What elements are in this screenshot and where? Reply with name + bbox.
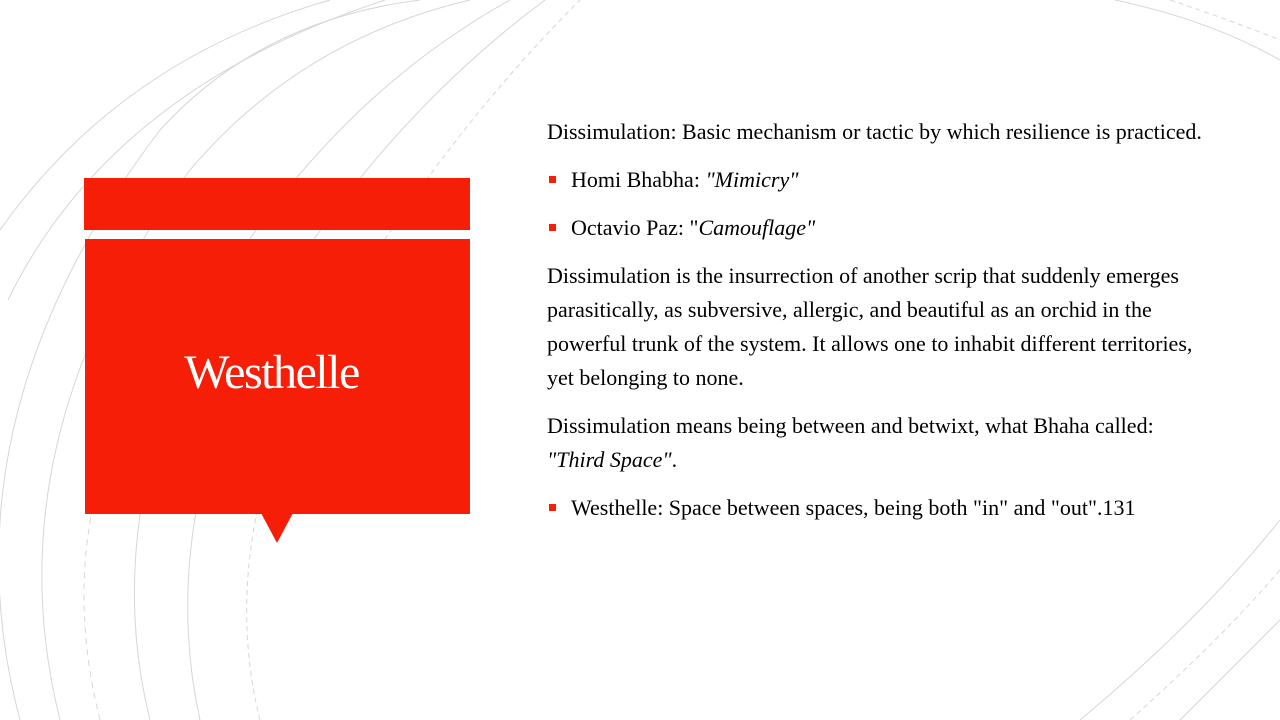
slide-title: Westhelle: [184, 346, 359, 399]
bullet-emphasis: "Mimicry": [705, 167, 799, 192]
bullet-text: Westhelle: Space between spaces, being both "in" and "out".131: [571, 495, 1136, 520]
bullet-item: [547, 211, 1207, 245]
square-bullet-icon: [549, 224, 556, 231]
body-paragraph: Dissimulation is the insurrection of another scrip that suddenly emerges parasitically, as subversive, allergic, and beautiful as an orchid in the powerful trunk of the system. It allows one to inhabit different territories, yet belonging to none.: [547, 263, 1193, 390]
intro-paragraph: Dissimulation: Basic mechanism or tactic by which resilience is practiced.: [547, 119, 1202, 144]
title-box-pointer: [261, 513, 293, 543]
paragraph-emphasis: "Third Space": [547, 447, 672, 472]
bullet-item: [547, 491, 1207, 525]
content-body: [547, 115, 1207, 539]
bullet-text: Octavio Paz: ": [571, 215, 699, 240]
title-accent-bar: [84, 178, 470, 230]
square-bullet-icon: [549, 504, 556, 511]
bullet-text: Homi Bhabha:: [571, 167, 706, 192]
title-box: [85, 239, 470, 514]
paragraph-text-end: .: [671, 447, 678, 472]
square-bullet-icon: [549, 176, 556, 183]
bullet-item: [547, 163, 1207, 197]
paragraph-text: Dissimulation means being between and betwixt, what Bhaha called:: [547, 413, 1154, 438]
body-paragraph: [547, 409, 1207, 477]
bullet-emphasis: Camouflage": [698, 215, 816, 240]
